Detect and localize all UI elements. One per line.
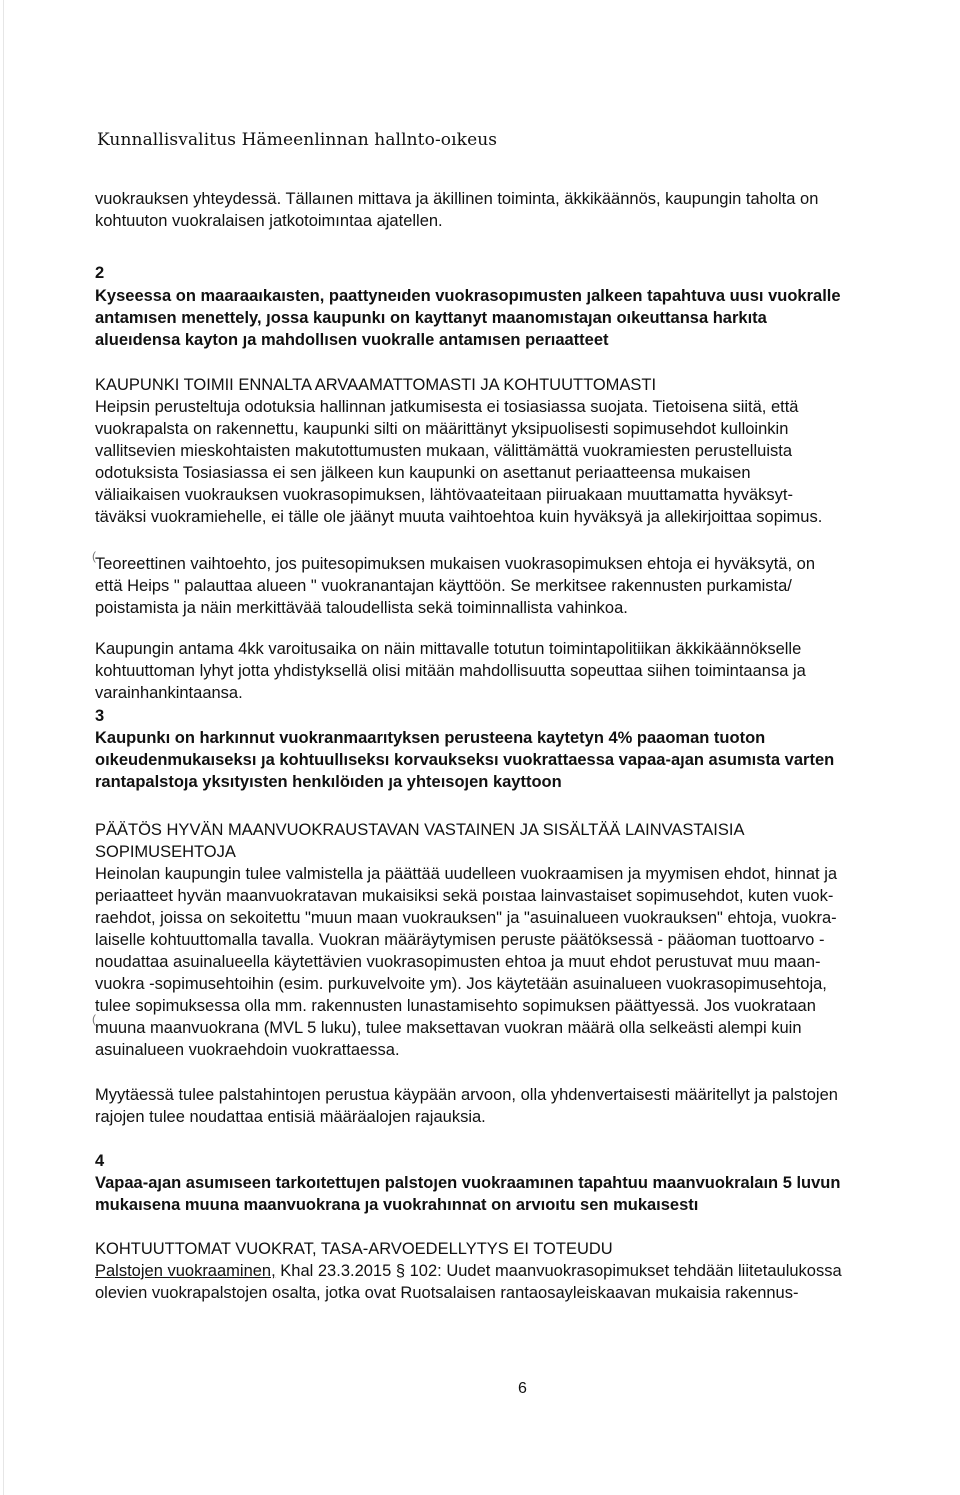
section-2-paragraph-2: Teoreettinen vaihtoehto, jos puitesopimuksen mukaisen vuokrasopimuksen ehtoja ei hyväksytä, on että Heips " palauttaa alueen " vuokranantajan käyttöön. Se merkitsee rakennusten purkamista/ poistamista ja näin merkittävää taloudellista sekä toiminnallista vahinkoa. bbox=[95, 555, 815, 617]
section-3-heading: Kaupunkı on harkınnut vuokranmaarıtyksen perusteena kaytetyn 4% paaoman tuoton oıkeudenmukaıseksı ȷa kohtuullıseksı korvaukseksı vuokrattaessa vapaa-aȷan asumısta varten rantapalstoȷa yksıtyısten henkılöıden ȷa yhteısoȷen kayttoon bbox=[95, 729, 835, 791]
section-2-paragraph-1: Heipsin perusteltuja odotuksia hallinnan jatkumisesta ei tosiasiassa suojata. Tietoisena siitä, että vuokrapalsta on rakennettu, kaupunki silti on määrittänyt yksipuolisesti sopimusehdot kulloinkin vallitsevien mieskohtaisten makutottumusten mukaan, välittämättä vuokramiesten perustelluista odotuksista Tosiasiassa ei sen jälkeen kun kaupunki on asettanut periaatteensa mukaisen väliaikaisen vuokrauksen vuokrasopimuksen, lähtövaateitaan piiruakaan muuttamatta hyväksyt- täväksi vuokramiehelle, ei tälle ole jäänyt muuta vaihtoehtoa kuin hyväksyä ja allekirjoittaa sopimus. bbox=[95, 398, 823, 526]
section-4-heading: Vapaa-aȷan asumıseen tarkoıtettuȷen palstoȷen vuokraamınen tapahtuu maanvuokralaın 5 luvun mukaısena muuna maanvuokrana ȷa vuokrahınnat on arvıoıtu sen mukaısestı bbox=[95, 1174, 841, 1214]
scan-edge-line bbox=[3, 0, 4, 1495]
page-number: 6 bbox=[518, 1380, 527, 1397]
section-3-paragraph-2: Myytäessä tulee palstahintoȷen perustua käypään arvoon, olla yhdenvertaisesti määritellyt ja palstojen rajojen tulee noudattaa entisiä määräalojen rajauksia. bbox=[95, 1086, 838, 1126]
section-2-number: 2 bbox=[95, 264, 105, 282]
underlined-reference: Palstojen vuokraaminen, bbox=[95, 1262, 276, 1280]
section-3-paragraph-1: Heinolan kaupungin tulee valmistella ja päättää uudelleen vuokraamisen ja myymisen ehdot, hinnat ja periaatteet hyvän maanvuokratavan mukaisiksi sekä poıstaa lainvastaiset sopimusehdot, kuten vuok- raehdot, joissa on sekoitettu "muun maan vuokrauksen" ja "asuinalueen vuokrauksen" ehtoja, vuokra- laiselle kohtuuttomalla tavalla. Vuokran määräytymisen peruste päätöksessä - pääoman tuottoarvo - noudattaa asuinalueella käytettävien vuokrasopimusten ehtoa ja muut ehdot perustuvat muu maan- vuokra -sopimusehtoihin (esim. purkuvelvoite ym). Jos käytetään asuinalueen vuokrasopimusehtoja, tulee sopimuksessa olla mm. rakennusten lunastamisehto sopimuksen päättyessä. Jos vuokrataan muuna maanvuokrana (MVL 5 luku), tulee maksettavan vuokran määrä olla selkeästi alempi kuin asuinalueen vuokraehdoin vuokrattaessa. bbox=[95, 865, 838, 1059]
section-3-subheading: PÄÄTÖS HYVÄN MAANVUOKRAUSTAVAN VASTAINEN JA SISÄLTÄÄ LAINVASTAISIA SOPIMUSEHTOJA bbox=[95, 821, 745, 861]
section-2-paragraph-3: Kaupungin antama 4kk varoitusaika on näin mittavalle totutun toimintapolitiikan äkkikäännökselle kohtuuttoman lyhyt jotta yhdistyksellä olisi mitään mahdollisuutta sopeuttaa siihen toimintaansa ja varainhankintaansa. bbox=[95, 640, 806, 702]
section-4-paragraph-1: Palstojen vuokraaminen, Khal 23.3.2015 § 102: Uudet maanvuokrasopimukset tehdään liitetaulukossa olevien vuokrapalstojen osalta, jotka ovat Ruotsalaisen rantaosayleiskaavan mukaisia rakennus- bbox=[95, 1262, 842, 1302]
section-4-subheading: KOHTUUTTOMAT VUOKRAT, TASA-ARVOEDELLYTYS EI TOTEUDU bbox=[95, 1240, 613, 1258]
section-2-subheading: KAUPUNKI TOIMII ENNALTA ARVAAMATTOMASTI JA KOHTUUTTOMASTI bbox=[95, 376, 657, 394]
section-2-heading: Kyseessa on maaraaıkaısten, paattyneıden vuokrasopımusten ȷalkeen tapahtuva uusı vuokralle antamısen menettely, ȷossa kaupunkı on kayttanyt maanomıstaȷan oıkeuttansa harkıta alueıdensa kayton ȷa mahdollısen vuokralle antamısen perıaatteet bbox=[95, 287, 841, 349]
margin-mark: ( bbox=[92, 549, 96, 563]
section-4-number: 4 bbox=[95, 1152, 105, 1170]
section-3-number: 3 bbox=[95, 707, 105, 725]
document-header: Kunnallisvalitus Hämeenlinnan hallnto-oıkeus bbox=[97, 130, 498, 150]
intro-paragraph: vuokrauksen yhteydessä. Tällaınen mittava ja äkillinen toiminta, äkkikäännös, kaupungin taholta on kohtuuton vuokralaisen jatkotoimıntaa ajatellen. bbox=[95, 190, 819, 230]
margin-mark: ( bbox=[92, 1012, 96, 1026]
